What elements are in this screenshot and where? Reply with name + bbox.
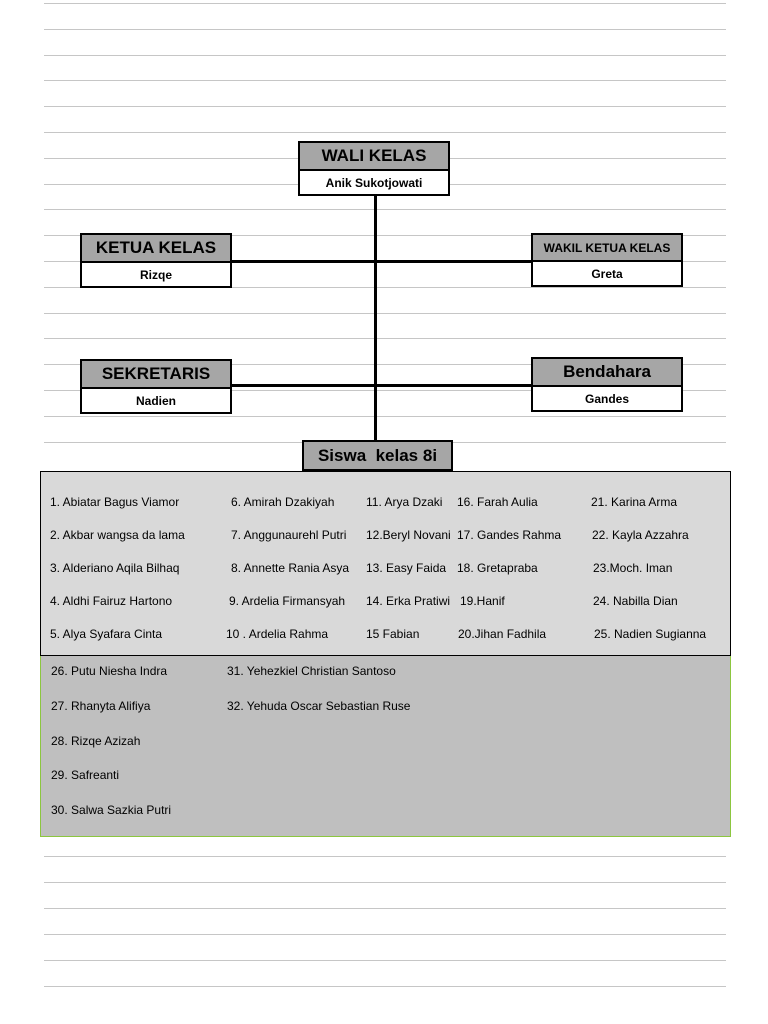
student-item: 14. Erka Pratiwi	[366, 594, 451, 608]
student-item: 6. Amirah Dzakiyah	[231, 495, 335, 509]
student-item: 23.Moch. Iman	[593, 561, 673, 575]
student-item: 13. Easy Faida	[366, 561, 447, 575]
wali-kelas-title: WALI KELAS	[300, 143, 448, 171]
siswa-kelas-title: Siswa kelas 8i	[304, 442, 451, 469]
student-item: 11. Arya Dzaki	[366, 495, 443, 509]
ruled-line	[44, 986, 726, 987]
ketua-kelas-name: Rizqe	[82, 263, 230, 286]
wakil-ketua-kelas-name: Greta	[533, 262, 681, 285]
student-item: 16. Farah Aulia	[457, 495, 538, 509]
student-item: 27. Rhanyta Alifiya	[51, 699, 151, 713]
student-item: 7. Anggunaurehl Putri	[231, 528, 347, 542]
ruled-line	[44, 416, 726, 417]
sekretaris-box	[80, 359, 232, 414]
connector-vertical	[374, 194, 377, 442]
ruled-line	[44, 882, 726, 883]
ruled-line	[44, 856, 726, 857]
student-item: 20.Jihan Fadhila	[458, 627, 547, 641]
ruled-line	[44, 55, 726, 56]
ruled-line	[44, 3, 726, 4]
ruled-line	[44, 132, 726, 133]
student-item: 9. Ardelia Firmansyah	[229, 594, 346, 608]
connector-bottom-horizontal	[230, 384, 532, 387]
student-item: 21. Karina Arma	[591, 495, 678, 509]
ketua-kelas-box	[80, 233, 232, 288]
wali-kelas-name: Anik Sukotjowati	[300, 171, 448, 194]
student-item: 12.Beryl Novani	[366, 528, 451, 542]
ruled-line	[44, 313, 726, 314]
student-item: 26. Putu Niesha Indra	[51, 664, 168, 678]
student-item: 17. Gandes Rahma	[457, 528, 562, 542]
ruled-line	[44, 80, 726, 81]
ketua-kelas-title: KETUA KELAS	[82, 235, 230, 263]
student-item: 25. Nadien Sugianna	[594, 627, 707, 641]
student-item: 4. Aldhi Fairuz Hartono	[50, 594, 173, 608]
ruled-line	[44, 960, 726, 961]
bendahara-box	[531, 357, 683, 412]
wali-kelas-box	[298, 141, 450, 196]
student-item: 18. Gretapraba	[457, 561, 538, 575]
bendahara-name: Gandes	[533, 387, 681, 410]
ruled-line	[44, 29, 726, 30]
student-item: 31. Yehezkiel Christian Santoso	[227, 664, 396, 678]
ruled-line	[44, 106, 726, 107]
student-item: 10 . Ardelia Rahma	[226, 627, 329, 641]
connector-top-horizontal	[230, 260, 532, 263]
ruled-line	[44, 908, 726, 909]
student-item: 8. Annette Rania Asya	[231, 561, 350, 575]
student-item: 3. Alderiano Aqila Bilhaq	[50, 561, 180, 575]
student-item: 15 Fabian	[366, 627, 420, 641]
ruled-line	[44, 338, 726, 339]
ruled-line	[44, 934, 726, 935]
ruled-line	[44, 209, 726, 210]
student-item: 19.Hanif	[460, 594, 505, 608]
student-item: 2. Akbar wangsa da lama	[50, 528, 185, 542]
student-item: 24. Nabilla Dian	[593, 594, 678, 608]
wakil-ketua-kelas-box	[531, 233, 683, 287]
student-item: 30. Salwa Sazkia Putri	[51, 803, 172, 817]
siswa-kelas-box	[302, 440, 453, 471]
student-item: 29. Safreanti	[51, 768, 120, 782]
sekretaris-name: Nadien	[82, 389, 230, 412]
student-item: 1. Abiatar Bagus Viamor	[50, 495, 180, 509]
wakil-ketua-kelas-title: WAKIL KETUA KELAS	[533, 235, 681, 262]
sekretaris-title: SEKRETARIS	[82, 361, 230, 389]
student-item: 28. Rizqe Azizah	[51, 734, 141, 748]
student-item: 22. Kayla Azzahra	[592, 528, 689, 542]
bendahara-title: Bendahara	[533, 359, 681, 387]
student-item: 5. Alya Syafara Cinta	[50, 627, 163, 641]
student-item: 32. Yehuda Oscar Sebastian Ruse	[227, 699, 411, 713]
